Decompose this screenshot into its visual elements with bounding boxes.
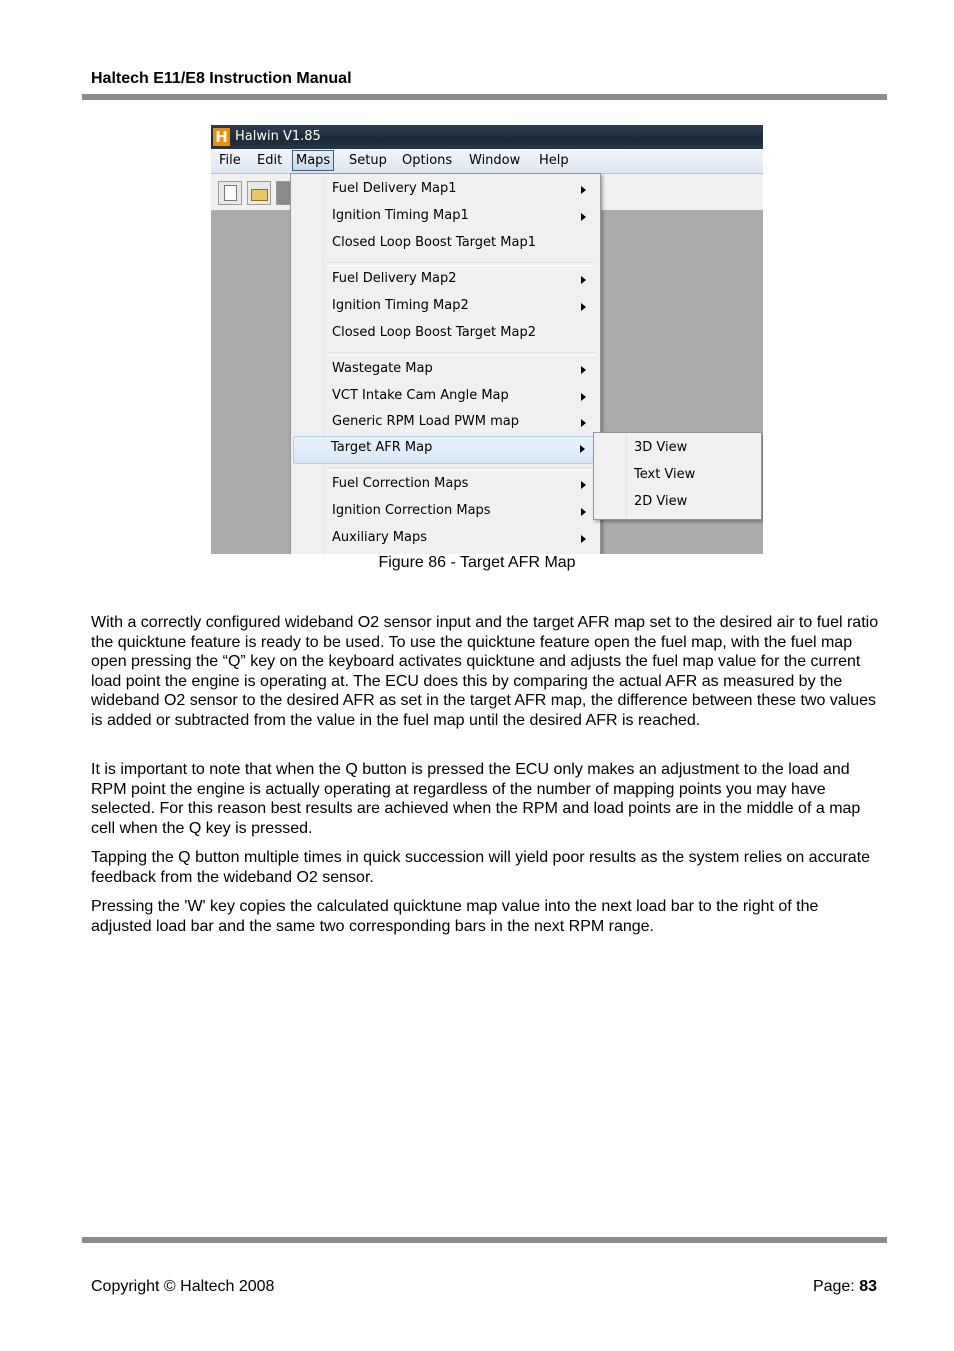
menu-maps[interactable]: Maps (292, 150, 334, 171)
submenu-arrow-icon (581, 481, 586, 489)
footer-page (813, 1278, 877, 1296)
menu-item-ignition-correction-maps[interactable] (293, 499, 596, 525)
open-file-button[interactable] (247, 181, 271, 205)
menu-item-target-afr-map[interactable] (293, 436, 598, 464)
menu-item-closed-loop-boost-map1[interactable] (293, 231, 596, 257)
menu-separator (327, 467, 595, 471)
menu-item-label: Fuel Correction Maps (332, 476, 469, 491)
menu-item-auxiliary-maps[interactable] (293, 526, 596, 552)
page-label: Page: (812, 1278, 855, 1295)
menu-item-wastegate-map[interactable] (293, 357, 596, 383)
target-afr-submenu (593, 432, 762, 520)
window-titlebar (211, 125, 763, 149)
paragraph-q-button-note: It is important to note that when the Q button is pressed the ECU only makes an adjustment to the load and RPM point the engine is actually operating at regardless of the number of mapping points you may have selected. For this reason best results are achieved when the RPM and load points are in the middle of a map cell when the Q key is pressed. (91, 761, 861, 837)
menu-item-ignition-timing-map1[interactable] (293, 204, 596, 230)
menu-item-label: Generic RPM Load PWM map (332, 414, 520, 429)
page-number: 83 (859, 1278, 877, 1295)
new-document-icon (224, 185, 237, 201)
document-header-title: Haltech E11/E8 Instruction Manual (91, 70, 352, 87)
menu-item-label: Ignition Timing Map1 (332, 208, 469, 223)
paragraph-w-key: Pressing the 'W' key copies the calculated quicktune map value into the next load bar to the right of the adjusted load bar and the same two corresponding bars in the next RPM range. (91, 898, 819, 935)
menu-setup[interactable]: Setup (349, 153, 387, 168)
menu-item-label: Auxiliary Maps (332, 530, 428, 545)
submenu-arrow-icon (581, 393, 586, 401)
menu-file[interactable]: File (219, 153, 241, 168)
open-folder-icon (251, 189, 268, 201)
window-title: Halwin V1.85 (235, 129, 321, 144)
submenu-arrow-icon (581, 186, 586, 194)
header-divider (82, 94, 887, 100)
menu-item-label: Ignition Timing Map2 (332, 298, 469, 313)
menu-item-label: Ignition Correction Maps (332, 503, 491, 518)
footer-copyright: Copyright © Haltech 2008 (91, 1278, 275, 1295)
submenu-arrow-icon (581, 535, 586, 543)
submenu-arrow-icon (581, 276, 586, 284)
submenu-arrow-icon (581, 508, 586, 516)
halwin-screenshot (211, 125, 763, 554)
menu-item-fuel-correction-maps[interactable] (293, 472, 596, 498)
menu-item-label: Fuel Delivery Map2 (332, 271, 457, 286)
menu-item-label: Closed Loop Boost Target Map2 (332, 325, 536, 340)
submenu-item-2d-view[interactable]: 2D View (634, 494, 688, 509)
halwin-logo-icon: H (213, 128, 230, 146)
paragraph-tapping-warning: Tapping the Q button multiple times in quick succession will yield poor results as the system relies on accurate feedback from the wideband O2 sensor. (91, 849, 871, 886)
menu-item-label: VCT Intake Cam Angle Map (332, 388, 509, 403)
menu-separator (327, 262, 595, 266)
submenu-arrow-icon (580, 445, 585, 453)
submenu-item-3d-view[interactable]: 3D View (634, 440, 688, 455)
menu-window[interactable]: Window (469, 153, 521, 168)
menu-item-ignition-timing-map2[interactable] (293, 294, 596, 320)
menu-item-label: Closed Loop Boost Target Map1 (332, 235, 536, 250)
figure-caption: Figure 86 - Target AFR Map (378, 554, 576, 571)
menu-edit[interactable]: Edit (257, 153, 283, 168)
menu-icon-gutter (594, 433, 627, 519)
submenu-arrow-icon (581, 366, 586, 374)
footer-divider (82, 1237, 887, 1243)
menu-item-vct-intake-cam-angle-map[interactable] (293, 384, 596, 410)
submenu-item-text-view[interactable]: Text View (634, 467, 696, 482)
menu-separator (327, 352, 595, 356)
menu-bar (211, 149, 763, 174)
paragraph-quicktune-intro: With a correctly configured wideband O2 sensor input and the target AFR map set to the desired air to fuel ratio the quicktune feature is ready to be used. To use the quicktune feature open the fuel map, with the fuel map open pressing the “Q” key on the keyboard activates quicktune and adjusts the fuel map value for the current load point the engine is operating at. The ECU does this by comparing the actual AFR as measured by the wideband O2 sensor to the desired AFR as set in the target AFR map, the difference between these two values is added or subtracted from the value in the fuel map until the desired AFR is reached. (91, 614, 879, 729)
submenu-arrow-icon (581, 419, 586, 427)
menu-item-fuel-delivery-map2[interactable] (293, 267, 596, 293)
new-file-button[interactable] (218, 181, 242, 205)
menu-item-closed-loop-boost-map2[interactable] (293, 321, 596, 347)
submenu-arrow-icon (581, 303, 586, 311)
menu-item-fuel-delivery-map1[interactable] (293, 177, 596, 203)
menu-item-label: Fuel Delivery Map1 (332, 181, 457, 196)
menu-item-generic-rpm-load-pwm-map[interactable] (293, 410, 596, 436)
maps-dropdown-menu (290, 173, 601, 554)
menu-help[interactable]: Help (539, 153, 569, 168)
menu-options[interactable]: Options (402, 153, 453, 168)
menu-item-label: Wastegate Map (332, 361, 433, 376)
menu-item-label: Target AFR Map (331, 440, 433, 455)
submenu-arrow-icon (581, 213, 586, 221)
